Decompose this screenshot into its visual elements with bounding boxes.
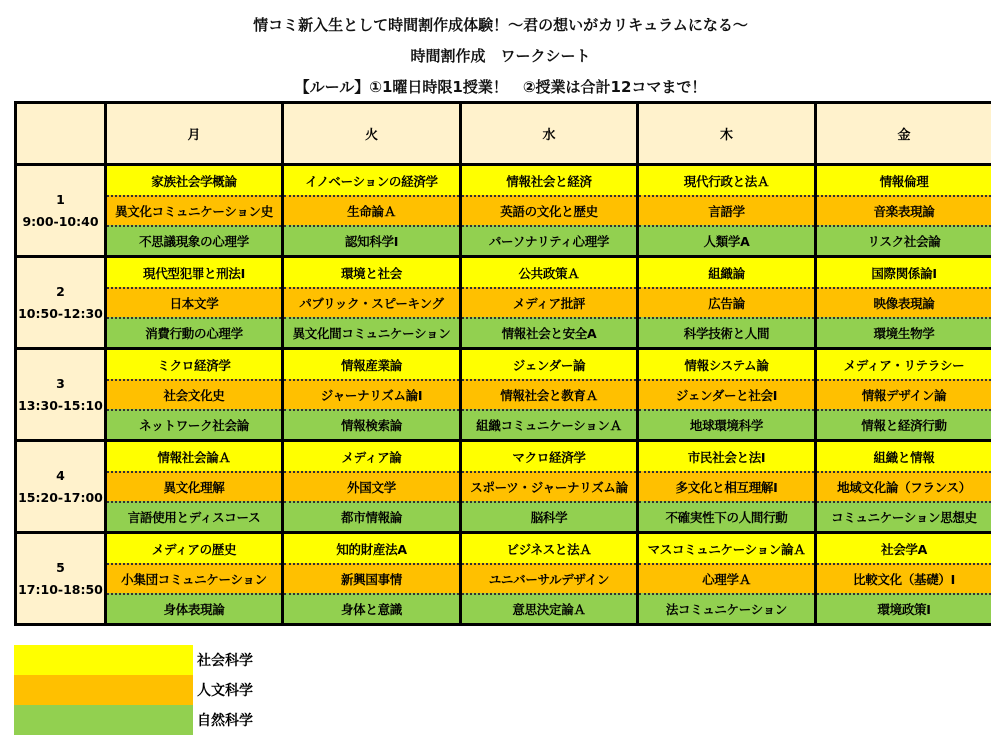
course-cell[interactable]: 外国文学	[284, 471, 459, 501]
day-slot	[639, 350, 814, 439]
course-cell[interactable]: ジェンダーと社会Ⅰ	[639, 379, 814, 409]
course-cell[interactable]: 不思議現象の心理学	[107, 225, 281, 255]
course-cell[interactable]: 組織コミュニケーションＡ	[462, 409, 636, 439]
timetable	[14, 101, 991, 626]
course-cell[interactable]: 意思決定論Ａ	[462, 593, 636, 623]
course-cell[interactable]: 環境政策Ⅰ	[817, 593, 991, 623]
period-label	[17, 350, 104, 439]
period-time: 10:50-12:30	[18, 305, 103, 321]
course-cell[interactable]: 法コミュニケーション	[639, 593, 814, 623]
day-slot	[639, 442, 814, 531]
course-cell[interactable]: 社会文化史	[107, 379, 281, 409]
day-slot	[284, 350, 459, 439]
day-slot	[462, 442, 636, 531]
course-cell[interactable]: 組織と情報	[817, 442, 991, 471]
period-number: 3	[56, 375, 65, 391]
course-cell[interactable]: 情報検索論	[284, 409, 459, 439]
course-cell[interactable]: ミクロ経済学	[107, 350, 281, 379]
day-slot	[817, 442, 991, 531]
course-cell[interactable]: マクロ経済学	[462, 442, 636, 471]
day-slot	[107, 442, 281, 531]
course-cell[interactable]: 新興国事情	[284, 563, 459, 593]
period-number: 2	[56, 283, 65, 299]
course-cell[interactable]: 科学技術と人間	[639, 317, 814, 347]
course-cell[interactable]: 生命論Ａ	[284, 195, 459, 225]
course-cell[interactable]: コミュニケーション思想史	[817, 501, 991, 531]
day-slot	[639, 166, 814, 255]
course-cell[interactable]: ネットワーク社会論	[107, 409, 281, 439]
legend-label-natural-science: 自然科学	[197, 713, 253, 729]
course-cell[interactable]: 情報社会と安全A	[462, 317, 636, 347]
day-header: 木	[639, 104, 814, 163]
course-cell[interactable]: 都市情報論	[284, 501, 459, 531]
course-cell[interactable]: 環境生物学	[817, 317, 991, 347]
course-cell[interactable]: 組織論	[639, 258, 814, 287]
course-cell[interactable]: 市民社会と法Ⅰ	[639, 442, 814, 471]
course-cell[interactable]: 比較文化（基礎）Ⅰ	[817, 563, 991, 593]
course-cell[interactable]: 消費行動の心理学	[107, 317, 281, 347]
legend-swatch-humanities	[14, 675, 193, 705]
day-header: 金	[817, 104, 991, 163]
course-cell[interactable]: 不確実性下の人間行動	[639, 501, 814, 531]
day-slot	[639, 534, 814, 623]
course-cell[interactable]: 身体と意識	[284, 593, 459, 623]
day-slot	[107, 166, 281, 255]
course-cell[interactable]: マスコミュニケーション論Ａ	[639, 534, 814, 563]
legend-label-social-science: 社会科学	[197, 653, 253, 669]
course-cell[interactable]: 地域文化論（フランス）	[817, 471, 991, 501]
course-cell[interactable]: メディア論	[284, 442, 459, 471]
course-cell[interactable]: 身体表現論	[107, 593, 281, 623]
course-cell[interactable]: 日本文学	[107, 287, 281, 317]
day-slot	[284, 258, 459, 347]
course-cell[interactable]: 多文化と相互理解Ⅰ	[639, 471, 814, 501]
period-label	[17, 258, 104, 347]
day-slot	[639, 258, 814, 347]
course-cell[interactable]: 公共政策Ａ	[462, 258, 636, 287]
day-slot	[817, 258, 991, 347]
day-header: 月	[107, 104, 281, 163]
course-cell[interactable]: ジェンダー論	[462, 350, 636, 379]
legend-label-humanities: 人文科学	[197, 683, 253, 699]
day-slot	[107, 534, 281, 623]
day-slot	[284, 534, 459, 623]
day-slot	[462, 258, 636, 347]
course-cell[interactable]: 情報産業論	[284, 350, 459, 379]
day-slot	[284, 166, 459, 255]
rules-text: 【ルール】①1曜日時限1授業！ ②授業は合計12コマまで！	[294, 78, 707, 96]
day-header: 火	[284, 104, 459, 163]
page-subtitle: 時間割作成 ワークシート	[410, 47, 591, 65]
period-number: 1	[56, 191, 65, 207]
course-cell[interactable]: パブリック・スピーキング	[284, 287, 459, 317]
period-label	[17, 442, 104, 531]
course-cell[interactable]: 異文化コミュニケーション史	[107, 195, 281, 225]
day-slot	[107, 350, 281, 439]
course-cell[interactable]: 現代型犯罪と刑法Ⅰ	[107, 258, 281, 287]
course-cell[interactable]: 環境と社会	[284, 258, 459, 287]
period-label	[17, 166, 104, 255]
course-cell[interactable]: ビジネスと法Ａ	[462, 534, 636, 563]
course-cell[interactable]: 情報システム論	[639, 350, 814, 379]
day-header: 水	[462, 104, 636, 163]
day-slot	[817, 534, 991, 623]
period-time: 15:20-17:00	[18, 489, 103, 505]
course-cell[interactable]: ジャーナリズム論Ⅰ	[284, 379, 459, 409]
legend-swatch-social-science	[14, 645, 193, 675]
course-cell[interactable]: パーソナリティ心理学	[462, 225, 636, 255]
period-time: 9:00-10:40	[22, 213, 99, 229]
course-cell[interactable]: 情報倫理	[817, 166, 991, 195]
course-cell[interactable]: メディア批評	[462, 287, 636, 317]
course-cell[interactable]: ユニバーサルデザイン	[462, 563, 636, 593]
course-cell[interactable]: 音楽表現論	[817, 195, 991, 225]
course-cell[interactable]: 言語使用とディスコース	[107, 501, 281, 531]
course-cell[interactable]: 認知科学Ⅰ	[284, 225, 459, 255]
period-time: 17:10-18:50	[18, 581, 103, 597]
course-cell[interactable]: 地球環境科学	[639, 409, 814, 439]
day-slot	[284, 442, 459, 531]
course-cell[interactable]: 脳科学	[462, 501, 636, 531]
course-cell[interactable]: 情報社会論Ａ	[107, 442, 281, 471]
period-label	[17, 534, 104, 623]
course-cell[interactable]: 情報社会と教育Ａ	[462, 379, 636, 409]
course-cell[interactable]: 小集団コミュニケーション	[107, 563, 281, 593]
period-time: 13:30-15:10	[18, 397, 103, 413]
course-cell[interactable]: スポーツ・ジャーナリズム論	[462, 471, 636, 501]
course-cell[interactable]: 英語の文化と歴史	[462, 195, 636, 225]
course-cell[interactable]: 現代行政と法Ａ	[639, 166, 814, 195]
day-slot	[817, 350, 991, 439]
page-title: 情コミ新入生として時間割作成体験！～君の想いがカリキュラムになる～	[253, 16, 748, 34]
day-slot	[462, 350, 636, 439]
legend-swatch-natural-science	[14, 705, 193, 735]
course-cell[interactable]: 家族社会学概論	[107, 166, 281, 195]
course-cell[interactable]: 情報デザイン論	[817, 379, 991, 409]
course-cell[interactable]: 映像表現論	[817, 287, 991, 317]
day-slot	[462, 166, 636, 255]
course-cell[interactable]: 社会学A	[817, 534, 991, 563]
course-cell[interactable]: メディア・リテラシー	[817, 350, 991, 379]
day-slot	[817, 166, 991, 255]
course-cell[interactable]: 国際関係論Ⅰ	[817, 258, 991, 287]
course-cell[interactable]: イノベーションの経済学	[284, 166, 459, 195]
course-cell[interactable]: リスク社会論	[817, 225, 991, 255]
course-cell[interactable]: 情報と経済行動	[817, 409, 991, 439]
course-cell[interactable]: 言語学	[639, 195, 814, 225]
period-number: 5	[56, 559, 65, 575]
course-cell[interactable]: 心理学Ａ	[639, 563, 814, 593]
course-cell[interactable]: 異文化間コミュニケーション	[284, 317, 459, 347]
course-cell[interactable]: 知的財産法A	[284, 534, 459, 563]
period-number: 4	[56, 467, 65, 483]
course-cell[interactable]: メディアの歴史	[107, 534, 281, 563]
day-slot	[462, 534, 636, 623]
course-cell[interactable]: 人類学A	[639, 225, 814, 255]
header-corner	[17, 104, 104, 163]
day-slot	[107, 258, 281, 347]
course-cell[interactable]: 異文化理解	[107, 471, 281, 501]
course-cell[interactable]: 情報社会と経済	[462, 166, 636, 195]
course-cell[interactable]: 広告論	[639, 287, 814, 317]
